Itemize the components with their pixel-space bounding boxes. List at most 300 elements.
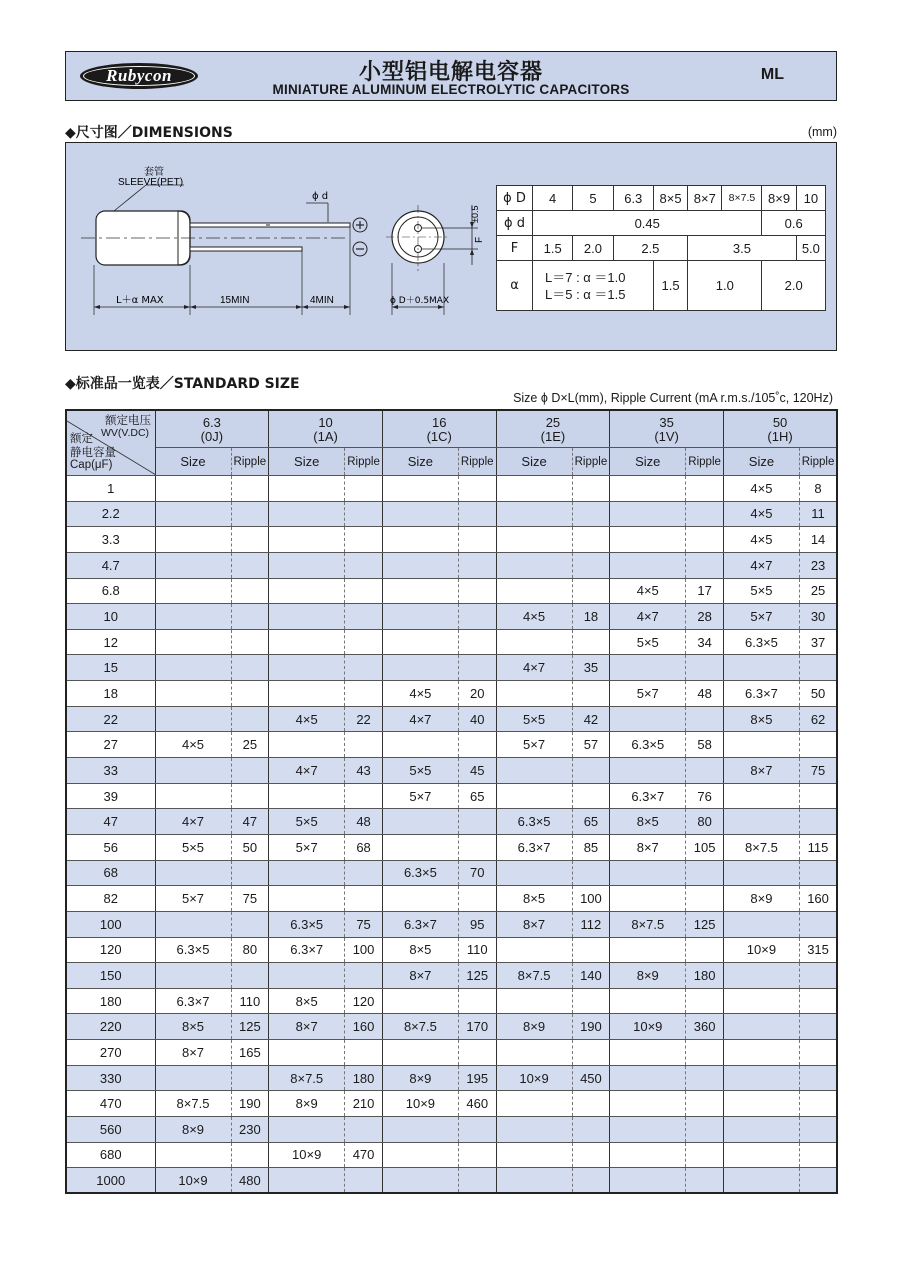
- ripple-cell: [458, 1168, 496, 1194]
- table-row: [66, 1168, 837, 1194]
- ripple-cell: 14: [799, 527, 837, 553]
- size-cell: [610, 1168, 686, 1194]
- size-cell: [723, 1040, 799, 1066]
- size-cell: [269, 527, 345, 553]
- ripple-cell: 450: [572, 1065, 610, 1091]
- capacitance-cell: 3.3: [66, 527, 155, 553]
- table-row: ϕ D 4 5 6.3 8×5 8×7 8×7.5 8×9 10: [497, 186, 826, 211]
- size-cell: [610, 527, 686, 553]
- ripple-cell: [686, 1040, 724, 1066]
- size-cell: 8×7.5: [269, 1065, 345, 1091]
- size-cell: [382, 604, 458, 630]
- size-cell: [269, 783, 345, 809]
- ripple-cell: [799, 1091, 837, 1117]
- sleeve-label-en: SLEEVE(PET): [118, 177, 184, 188]
- size-cell: [723, 1014, 799, 1040]
- size-cell: [723, 655, 799, 681]
- ripple-cell: [686, 988, 724, 1014]
- size-cell: [155, 578, 231, 604]
- ripple-cell: [345, 1117, 383, 1143]
- table-row: α L＝7 : α ＝1.0 L＝5 : α ＝1.5 1.5 1.0 2.0: [497, 261, 826, 311]
- ripple-cell: 80: [686, 809, 724, 835]
- ripple-cell: 50: [799, 681, 837, 707]
- table-row: [66, 1065, 837, 1091]
- size-cell: [496, 629, 572, 655]
- lead-4min-label: 4MIN: [310, 295, 334, 306]
- size-cell: [382, 809, 458, 835]
- ripple-cell: [572, 501, 610, 527]
- ripple-cell: 68: [345, 834, 383, 860]
- size-cell: 8×7: [610, 834, 686, 860]
- ripple-cell: [458, 809, 496, 835]
- size-cell: 10×9: [155, 1168, 231, 1194]
- tolerance-label: ±0.5: [470, 205, 480, 223]
- size-cell: [155, 476, 231, 502]
- size-cell: 10×9: [382, 1091, 458, 1117]
- size-cell: [723, 860, 799, 886]
- capacitance-cell: 100: [66, 911, 155, 937]
- size-cell: 10×9: [610, 1014, 686, 1040]
- ripple-cell: [572, 1142, 610, 1168]
- ripple-cell: [686, 758, 724, 784]
- ripple-cell: 100: [572, 886, 610, 912]
- size-cell: [610, 886, 686, 912]
- size-cell: [382, 732, 458, 758]
- ripple-cell: 62: [799, 706, 837, 732]
- ripple-cell: 65: [572, 809, 610, 835]
- size-column-header: Size: [155, 448, 231, 476]
- size-cell: 5×7: [610, 681, 686, 707]
- dimensions-heading: ◆尺寸图／DIMENSIONS: [65, 125, 233, 141]
- size-cell: 5×7: [269, 834, 345, 860]
- capacitor-drawing: [66, 143, 496, 349]
- capacitance-cell: 330: [66, 1065, 155, 1091]
- size-cell: [382, 886, 458, 912]
- ripple-cell: [345, 527, 383, 553]
- size-cell: [496, 860, 572, 886]
- ripple-cell: [231, 706, 269, 732]
- size-cell: [155, 501, 231, 527]
- size-cell: [269, 501, 345, 527]
- ripple-cell: [231, 783, 269, 809]
- size-cell: [610, 1142, 686, 1168]
- voltage-header: 50 (1H): [723, 410, 837, 448]
- ripple-cell: 75: [231, 886, 269, 912]
- ripple-column-header: Ripple: [458, 448, 496, 476]
- table-row: [66, 706, 837, 732]
- size-cell: [496, 1142, 572, 1168]
- size-cell: 6.3×7: [382, 911, 458, 937]
- size-cell: 8×5: [610, 809, 686, 835]
- size-cell: 8×9: [723, 886, 799, 912]
- size-cell: [269, 476, 345, 502]
- ripple-cell: 57: [572, 732, 610, 758]
- ripple-cell: 165: [231, 1040, 269, 1066]
- size-cell: [723, 1168, 799, 1194]
- size-cell: 4×7: [155, 809, 231, 835]
- size-cell: [269, 1040, 345, 1066]
- ripple-cell: [572, 476, 610, 502]
- capacitance-cell: 4.7: [66, 552, 155, 578]
- size-cell: [269, 1117, 345, 1143]
- ripple-cell: 17: [686, 578, 724, 604]
- size-cell: [610, 476, 686, 502]
- capacitance-cell: 150: [66, 963, 155, 989]
- ripple-cell: [345, 655, 383, 681]
- size-column-header: Size: [496, 448, 572, 476]
- ripple-cell: [345, 552, 383, 578]
- ripple-cell: [572, 629, 610, 655]
- ripple-column-header: Ripple: [799, 448, 837, 476]
- size-column-header: Size: [269, 448, 345, 476]
- size-cell: [723, 783, 799, 809]
- capacitance-cell: 18: [66, 681, 155, 707]
- ripple-cell: [231, 681, 269, 707]
- size-cell: [610, 860, 686, 886]
- ripple-cell: [686, 706, 724, 732]
- ripple-cell: [231, 758, 269, 784]
- size-cell: [155, 604, 231, 630]
- table-row: [66, 732, 837, 758]
- dimensions-table: [496, 185, 826, 311]
- size-cell: 6.3×7: [723, 681, 799, 707]
- ripple-cell: 460: [458, 1091, 496, 1117]
- size-cell: 8×9: [610, 963, 686, 989]
- ripple-cell: 480: [231, 1168, 269, 1194]
- size-cell: [496, 1168, 572, 1194]
- size-cell: 8×5: [155, 1014, 231, 1040]
- ripple-cell: [799, 1142, 837, 1168]
- table-row: [66, 629, 837, 655]
- table-row: [66, 1040, 837, 1066]
- size-cell: [382, 476, 458, 502]
- size-cell: [269, 629, 345, 655]
- table-row: [66, 1091, 837, 1117]
- title-chinese: 小型铝电解电容器: [358, 60, 543, 85]
- size-cell: [382, 1142, 458, 1168]
- size-column-header: Size: [723, 448, 799, 476]
- ripple-cell: [345, 476, 383, 502]
- size-cell: 4×7: [269, 758, 345, 784]
- voltage-header: 16 (1C): [382, 410, 496, 448]
- ripple-cell: 190: [572, 1014, 610, 1040]
- ripple-cell: [572, 1117, 610, 1143]
- ripple-cell: [345, 886, 383, 912]
- size-cell: 5×7: [496, 732, 572, 758]
- table-row: ϕ d 0.45 0.6: [497, 211, 826, 236]
- ripple-cell: [345, 578, 383, 604]
- ripple-cell: 43: [345, 758, 383, 784]
- size-cell: 8×7.5: [382, 1014, 458, 1040]
- size-cell: 6.3×7: [610, 783, 686, 809]
- size-cell: [723, 809, 799, 835]
- ripple-cell: [458, 1040, 496, 1066]
- ripple-cell: [799, 963, 837, 989]
- size-cell: [496, 501, 572, 527]
- capacitance-cell: 22: [66, 706, 155, 732]
- ripple-cell: 48: [345, 809, 383, 835]
- size-cell: 5×5: [610, 629, 686, 655]
- ripple-cell: [572, 860, 610, 886]
- size-cell: [723, 732, 799, 758]
- capacitance-cell: 270: [66, 1040, 155, 1066]
- lead-diameter-label: ϕ d: [312, 191, 329, 202]
- ripple-cell: [345, 681, 383, 707]
- capacitance-cell: 560: [66, 1117, 155, 1143]
- size-cell: 4×5: [723, 501, 799, 527]
- capacitance-cell: 470: [66, 1091, 155, 1117]
- ripple-cell: [686, 1117, 724, 1143]
- size-cell: 6.3×5: [496, 809, 572, 835]
- ripple-cell: 180: [686, 963, 724, 989]
- voltage-header: 35 (1V): [610, 410, 724, 448]
- size-cell: [382, 655, 458, 681]
- capacitance-cell: 680: [66, 1142, 155, 1168]
- size-cell: 4×5: [723, 476, 799, 502]
- ripple-cell: 160: [799, 886, 837, 912]
- size-cell: [723, 1065, 799, 1091]
- ripple-cell: [572, 1091, 610, 1117]
- ripple-column-header: Ripple: [572, 448, 610, 476]
- series-code: ML: [760, 66, 784, 83]
- ripple-cell: 35: [572, 655, 610, 681]
- table-row: [66, 681, 837, 707]
- size-cell: [155, 1065, 231, 1091]
- ripple-cell: [572, 783, 610, 809]
- table-row: [66, 834, 837, 860]
- ripple-cell: [572, 527, 610, 553]
- ripple-cell: [231, 578, 269, 604]
- size-cell: 6.3×7: [496, 834, 572, 860]
- size-cell: [496, 527, 572, 553]
- sleeve-label-cn: 套管: [144, 167, 164, 178]
- voltage-header: 6.3 (0J): [155, 410, 269, 448]
- size-cell: 4×5: [723, 527, 799, 553]
- ripple-cell: 30: [799, 604, 837, 630]
- unit-note: (mm): [807, 125, 837, 139]
- table-row: [66, 809, 837, 835]
- ripple-cell: 45: [458, 758, 496, 784]
- ripple-cell: 160: [345, 1014, 383, 1040]
- size-cell: [496, 1091, 572, 1117]
- size-cell: 10×9: [269, 1142, 345, 1168]
- size-cell: 5×7: [382, 783, 458, 809]
- size-cell: 4×7: [382, 706, 458, 732]
- size-cell: [382, 1040, 458, 1066]
- size-cell: [269, 1168, 345, 1194]
- size-cell: [155, 552, 231, 578]
- table-row: [66, 758, 837, 784]
- capacitance-cell: 47: [66, 809, 155, 835]
- ripple-cell: [572, 758, 610, 784]
- ripple-cell: [686, 501, 724, 527]
- table-row: [66, 783, 837, 809]
- ripple-cell: 180: [345, 1065, 383, 1091]
- size-cell: [610, 1117, 686, 1143]
- size-cell: 6.3×5: [723, 629, 799, 655]
- ripple-cell: 85: [572, 834, 610, 860]
- ripple-cell: 360: [686, 1014, 724, 1040]
- size-cell: [269, 860, 345, 886]
- capacitance-cell: 120: [66, 937, 155, 963]
- size-cell: 4×5: [269, 706, 345, 732]
- size-cell: 10×9: [496, 1065, 572, 1091]
- size-cell: [496, 476, 572, 502]
- size-cell: [155, 655, 231, 681]
- size-cell: [269, 886, 345, 912]
- size-cell: [610, 1091, 686, 1117]
- ripple-cell: 195: [458, 1065, 496, 1091]
- size-cell: 4×5: [496, 604, 572, 630]
- size-cell: [155, 681, 231, 707]
- ripple-cell: 37: [799, 629, 837, 655]
- ripple-cell: [572, 937, 610, 963]
- ripple-cell: [345, 604, 383, 630]
- size-cell: [382, 988, 458, 1014]
- table-row: [66, 988, 837, 1014]
- ripple-cell: 40: [458, 706, 496, 732]
- ripple-cell: 315: [799, 937, 837, 963]
- table-row: F 1.5 2.0 2.5 3.5 5.0: [497, 236, 826, 261]
- ripple-cell: [345, 1040, 383, 1066]
- size-cell: [496, 1040, 572, 1066]
- size-cell: 8×7.5: [496, 963, 572, 989]
- ripple-cell: [458, 501, 496, 527]
- size-cell: [496, 758, 572, 784]
- ripple-cell: 125: [458, 963, 496, 989]
- ripple-column-header: Ripple: [345, 448, 383, 476]
- ripple-cell: [686, 1142, 724, 1168]
- ripple-cell: [572, 1040, 610, 1066]
- size-cell: [382, 578, 458, 604]
- diameter-label: ϕ D＋0.5MAX: [390, 296, 450, 306]
- size-cell: [610, 706, 686, 732]
- ripple-cell: [686, 886, 724, 912]
- size-cell: [155, 963, 231, 989]
- size-cell: 6.3×5: [269, 911, 345, 937]
- ripple-cell: [799, 783, 837, 809]
- ripple-cell: [231, 527, 269, 553]
- ripple-cell: [458, 1142, 496, 1168]
- ripple-cell: [231, 604, 269, 630]
- size-cell: [610, 1040, 686, 1066]
- ripple-cell: [231, 629, 269, 655]
- size-cell: [610, 501, 686, 527]
- size-column-header: Size: [382, 448, 458, 476]
- ripple-cell: [231, 1065, 269, 1091]
- size-cell: [723, 911, 799, 937]
- size-cell: [723, 963, 799, 989]
- size-cell: [496, 578, 572, 604]
- ripple-cell: [231, 552, 269, 578]
- ripple-cell: [345, 783, 383, 809]
- ripple-cell: [686, 476, 724, 502]
- ripple-cell: 125: [686, 911, 724, 937]
- ripple-column-header: Ripple: [686, 448, 724, 476]
- size-cell: [610, 655, 686, 681]
- table-row: [66, 604, 837, 630]
- ripple-cell: 20: [458, 681, 496, 707]
- ripple-cell: [458, 655, 496, 681]
- ripple-cell: [686, 1091, 724, 1117]
- ripple-cell: [572, 578, 610, 604]
- size-cell: 8×9: [496, 1014, 572, 1040]
- ripple-cell: [458, 552, 496, 578]
- ripple-cell: 210: [345, 1091, 383, 1117]
- size-cell: [496, 988, 572, 1014]
- size-cell: 5×5: [269, 809, 345, 835]
- length-label: L＋α MAX: [116, 295, 164, 306]
- ripple-cell: [458, 732, 496, 758]
- size-cell: [269, 552, 345, 578]
- table-corner-header: 额定电压 WV(V.DC) 额定 静电容量 Cap(μF): [66, 410, 155, 476]
- size-cell: [155, 783, 231, 809]
- ripple-cell: [799, 732, 837, 758]
- ripple-cell: 75: [799, 758, 837, 784]
- table-row: [66, 963, 837, 989]
- size-cell: [496, 937, 572, 963]
- table-row: [66, 655, 837, 681]
- size-cell: 6.3×7: [155, 988, 231, 1014]
- ripple-cell: [345, 860, 383, 886]
- size-cell: [155, 860, 231, 886]
- size-cell: [723, 1142, 799, 1168]
- ripple-cell: 75: [345, 911, 383, 937]
- size-cell: 8×7.5: [610, 911, 686, 937]
- size-note: Size ϕ D×L(mm), Ripple Current (mA r.m.s./105˚c, 120Hz): [513, 391, 833, 405]
- size-cell: 5×7: [723, 604, 799, 630]
- capacitance-cell: 6.8: [66, 578, 155, 604]
- size-cell: [496, 1117, 572, 1143]
- size-cell: 8×5: [269, 988, 345, 1014]
- ripple-cell: [231, 860, 269, 886]
- ripple-cell: [799, 1040, 837, 1066]
- capacitance-cell: 56: [66, 834, 155, 860]
- capacitance-cell: 220: [66, 1014, 155, 1040]
- ripple-cell: [458, 988, 496, 1014]
- table-row: [66, 501, 837, 527]
- ripple-cell: 125: [231, 1014, 269, 1040]
- size-cell: [269, 681, 345, 707]
- size-cell: 8×9: [155, 1117, 231, 1143]
- ripple-cell: [799, 1065, 837, 1091]
- ripple-cell: [345, 501, 383, 527]
- capacitance-cell: 10: [66, 604, 155, 630]
- size-cell: [610, 937, 686, 963]
- size-cell: 8×7: [496, 911, 572, 937]
- size-cell: [155, 758, 231, 784]
- ripple-cell: [231, 911, 269, 937]
- size-cell: 5×5: [155, 834, 231, 860]
- size-cell: 8×7: [155, 1040, 231, 1066]
- voltage-header: 10 (1A): [269, 410, 383, 448]
- ripple-cell: [345, 963, 383, 989]
- ripple-cell: 80: [231, 937, 269, 963]
- size-cell: 8×5: [723, 706, 799, 732]
- ripple-cell: 115: [799, 834, 837, 860]
- size-cell: [723, 1091, 799, 1117]
- ripple-cell: 470: [345, 1142, 383, 1168]
- table-row: [66, 476, 837, 502]
- table-row: [66, 886, 837, 912]
- ripple-cell: 42: [572, 706, 610, 732]
- ripple-cell: 34: [686, 629, 724, 655]
- table-row: [66, 578, 837, 604]
- ripple-cell: [799, 655, 837, 681]
- size-cell: [496, 783, 572, 809]
- size-cell: 6.3×7: [269, 937, 345, 963]
- capacitance-cell: 1: [66, 476, 155, 502]
